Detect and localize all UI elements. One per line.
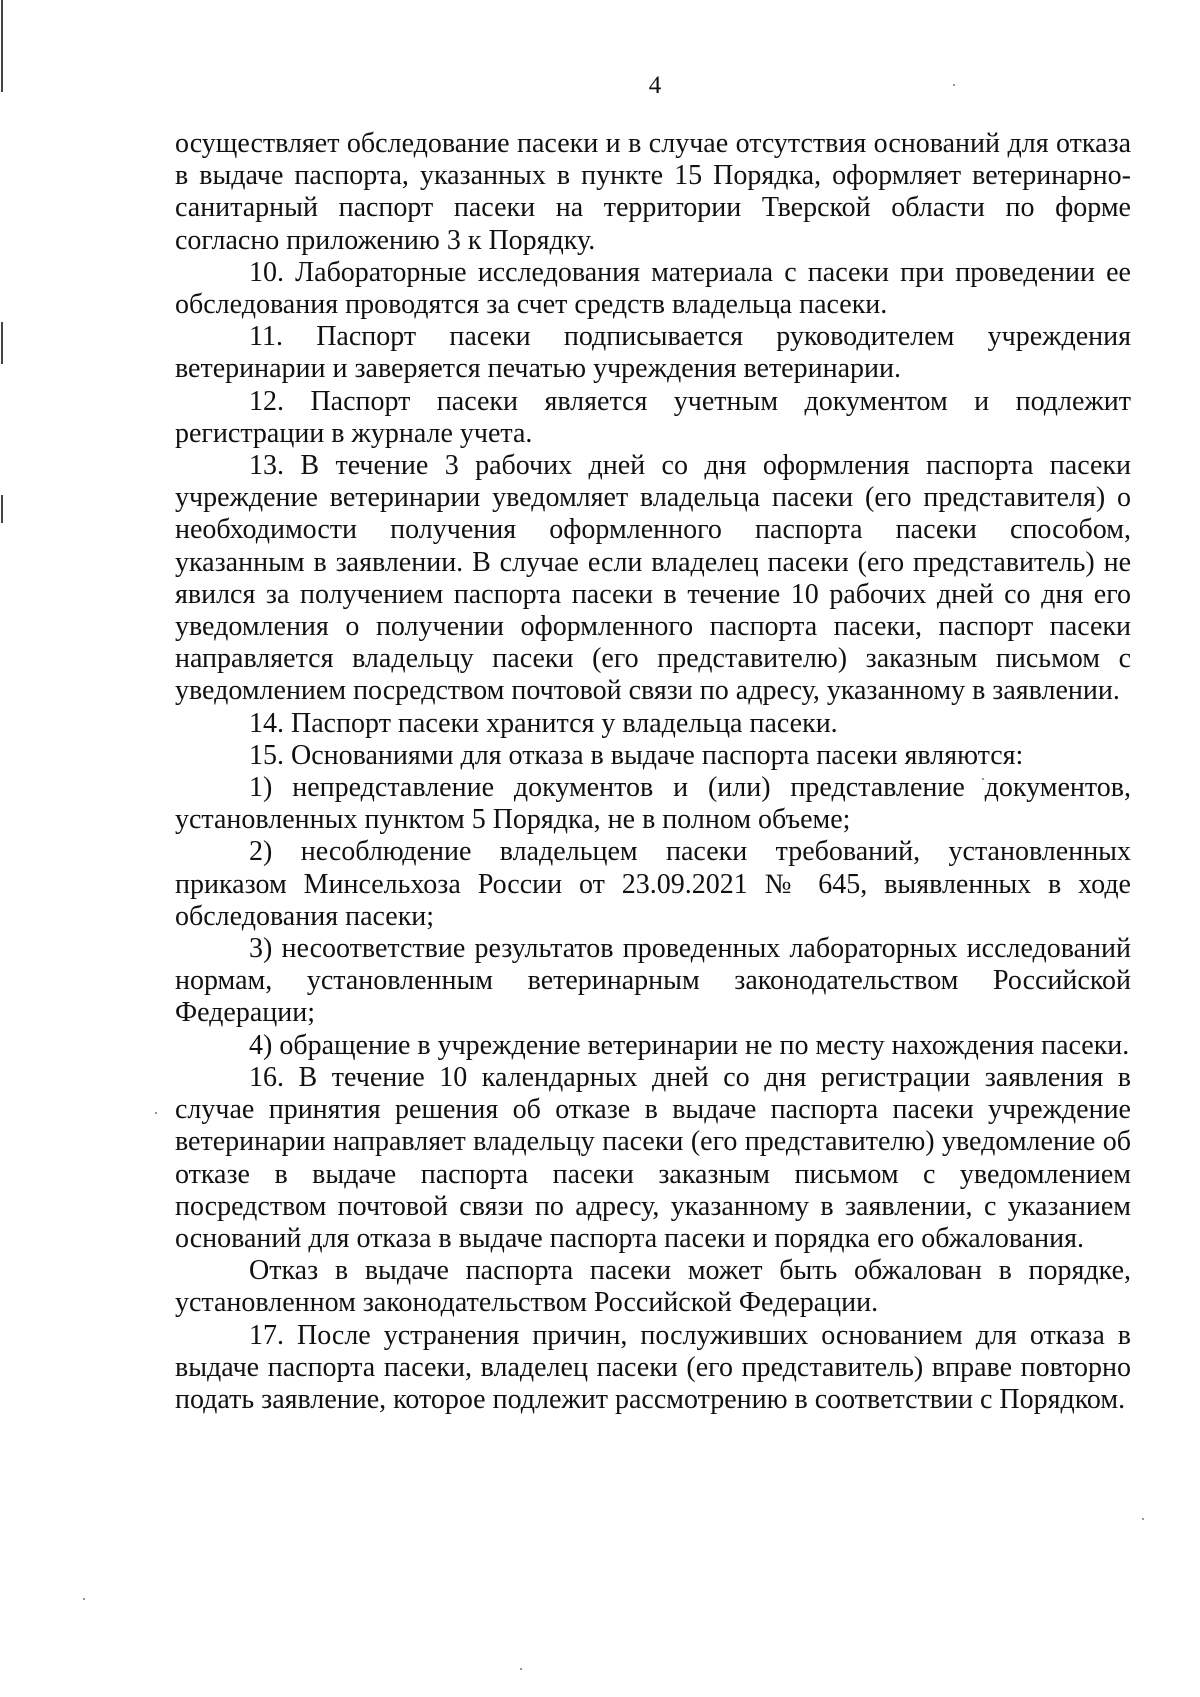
document-body <box>175 128 1131 1416</box>
paragraph-item-10: 10. Лабораторные исследования материала с пасеки при проведении ее обследования проводятся за счет средств владельца пасеки. <box>175 256 1131 321</box>
scan-speck <box>520 1668 522 1670</box>
scan-speck <box>83 1598 85 1600</box>
scan-speck <box>155 1112 157 1114</box>
scan-edge-mark <box>1 322 3 364</box>
paragraph-subitem-2: 2) несоблюдение владельцем пасеки требований, установленных приказом Минсельхоза России от 23.09.2021 № 645, выявленных в ходе обследования пасеки; <box>175 836 1131 932</box>
paragraph-subitem-4: 4) обращение в учреждение ветеринарии не по месту нахождения пасеки. <box>249 1029 1130 1061</box>
page-number: 4 <box>648 72 662 99</box>
paragraph-subitem-3: 3) несоответствие результатов проведенных лабораторных исследований нормам, установленным ветеринарным законодательством Российской Федерации; <box>175 933 1131 1029</box>
paragraph-item-13: 13. В течение 3 рабочих дней со дня оформления паспорта пасеки учреждение ветеринарии уведомляет владельца пасеки (его представителя) о необходимости получения оформленного паспорта пасеки способом, указанным в заявлении. В случае если владелец пасеки (его представитель) не явился за получением паспорта пасеки в течение 10 рабочих дней со дня его уведомления о получении оформленного паспорта пасеки, паспорт пасеки направляется владельцу пасеки (его представителю) заказным письмом с уведомлением посредством почтовой связи по адресу, указанному в заявлении. <box>175 450 1131 707</box>
paragraph-item-17: 17. После устранения причин, послуживших основанием для отказа в выдаче паспорта пасеки, владелец пасеки (его представитель) вправе повторно подать заявление, которое подлежит рассмотрению в соответствии с Порядком. <box>175 1319 1131 1415</box>
scan-speck <box>1142 1518 1144 1520</box>
paragraph-item-12: 12. Паспорт пасеки является учетным документом и подлежит регистрации в журнале учета. <box>175 385 1131 449</box>
paragraph-appeal: Отказ в выдаче паспорта пасеки может быть обжалован в порядке, установленном законодательством Российской Федерации. <box>175 1255 1131 1319</box>
paragraph-item-16: 16. В течение 10 календарных дней со дня регистрации заявления в случае принятия решения об отказе в выдаче паспорта пасеки учреждение ветеринарии направляет владельцу пасеки (его представителю) уведомление об отказе в выдаче паспорта пасеки заказным письмом с уведомлением посредством почтовой связи по адресу, указанному в заявлении, с указанием оснований для отказа в выдаче паспорта пасеки и порядка его обжалования. <box>175 1061 1131 1254</box>
scan-edge-mark <box>1 495 3 523</box>
paragraph-continuation: осуществляет обследование пасеки и в случае отсутствия оснований для отказа в выдаче паспорта, указанных в пункте 15 Порядка, оформляет ветеринарно-санитарный паспорт пасеки на территории Тверской области по форме согласно приложению 3 к Порядку. <box>175 128 1131 256</box>
paragraph-item-15: 15. Основаниями для отказа в выдаче паспорта пасеки являются: <box>249 739 1024 771</box>
paragraph-item-11: 11. Паспорт пасеки подписывается руководителем учреждения ветеринарии и заверяется печатью учреждения ветеринарии. <box>175 321 1131 385</box>
paragraph-item-14: 14. Паспорт пасеки хранится у владельца пасеки. <box>249 707 838 739</box>
paragraph-subitem-1: 1) непредставление документов и (или) представление документов, установленных пунктом 5 Порядка, не в полном объеме; <box>175 772 1131 836</box>
